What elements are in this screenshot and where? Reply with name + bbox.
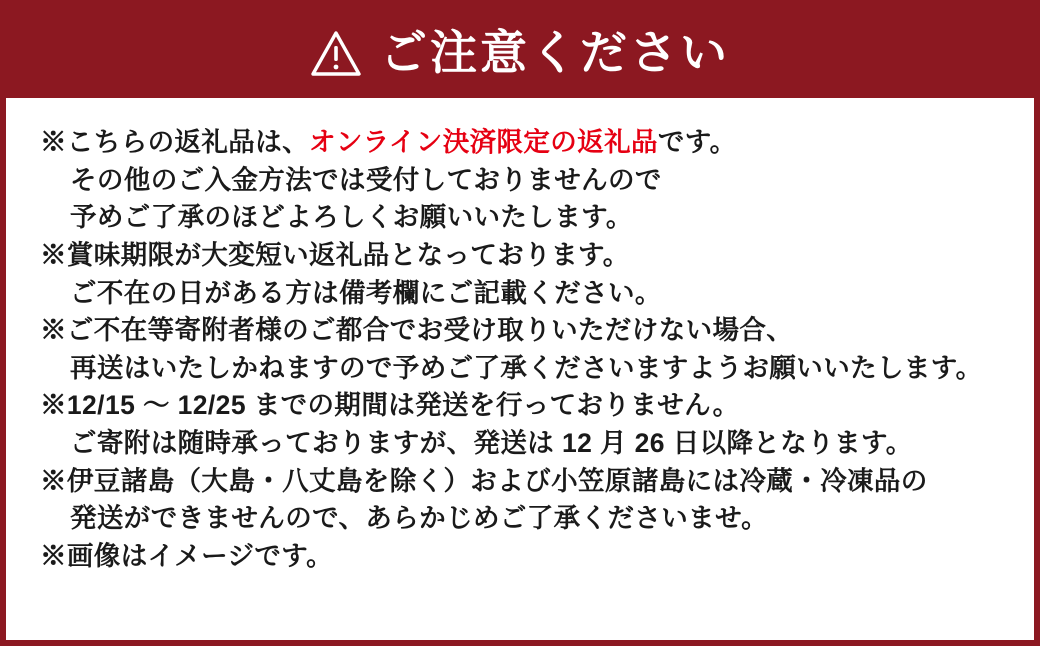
notice-text-before: ※こちらの返礼品は、: [40, 127, 309, 157]
notice-line: [40, 350, 1008, 388]
notice-line: [40, 463, 1008, 501]
notice-text-before: ※ご不在等寄附者様のご都合でお受け取りいただけない場合、: [40, 315, 794, 346]
notice-text-before: ご寄附は随時承っておりますが、発送は 12 月 26 日以降となります。: [70, 428, 913, 458]
notice-text-before: その他のご入金方法では受付しておりませんので: [70, 164, 662, 195]
notice-text-after: です。: [657, 127, 737, 157]
notice-body: [6, 98, 1034, 640]
notice-text-before: ※画像はイメージです。: [40, 540, 333, 571]
notice-text-highlight: オンライン決済限定の返礼品: [309, 127, 658, 157]
notice-line: [40, 425, 1008, 463]
notice-line: [40, 500, 1008, 538]
notice-line: [40, 124, 1008, 162]
notice-text-before: ※12/15 ～ 12/25 までの期間は発送を行っておりません。: [40, 390, 740, 421]
notice-line: [40, 237, 1008, 275]
notice-text-before: ご不在の日がある方は備考欄にご記載ください。: [70, 277, 662, 308]
notice-text-before: ※伊豆諸島（大島・八丈島を除く）および小笠原諸島には冷蔵・冷凍品の: [40, 465, 928, 496]
warning-triangle-icon: [310, 24, 362, 80]
notice-text-before: 再送はいたしかねますので予めご了承くださいますようお願いいたします。: [70, 352, 983, 383]
notice-line: [40, 312, 1008, 350]
notice-header: [6, 6, 1034, 98]
notice-line: [40, 162, 1008, 200]
notice-text-before: ※賞味期限が大変短い返礼品となっております。: [40, 239, 630, 270]
notice-text-before: 発送ができませんので、あらかじめご了承くださいませ。: [70, 503, 769, 534]
notice-line: [40, 387, 1008, 425]
notice-line: [40, 275, 1008, 313]
notice-line: [40, 199, 1008, 237]
page-title: ご注意ください: [380, 25, 730, 79]
notice-line: [40, 538, 1008, 576]
notice-text-before: 予めご了承のほどよろしくお願いいたします。: [70, 202, 633, 233]
